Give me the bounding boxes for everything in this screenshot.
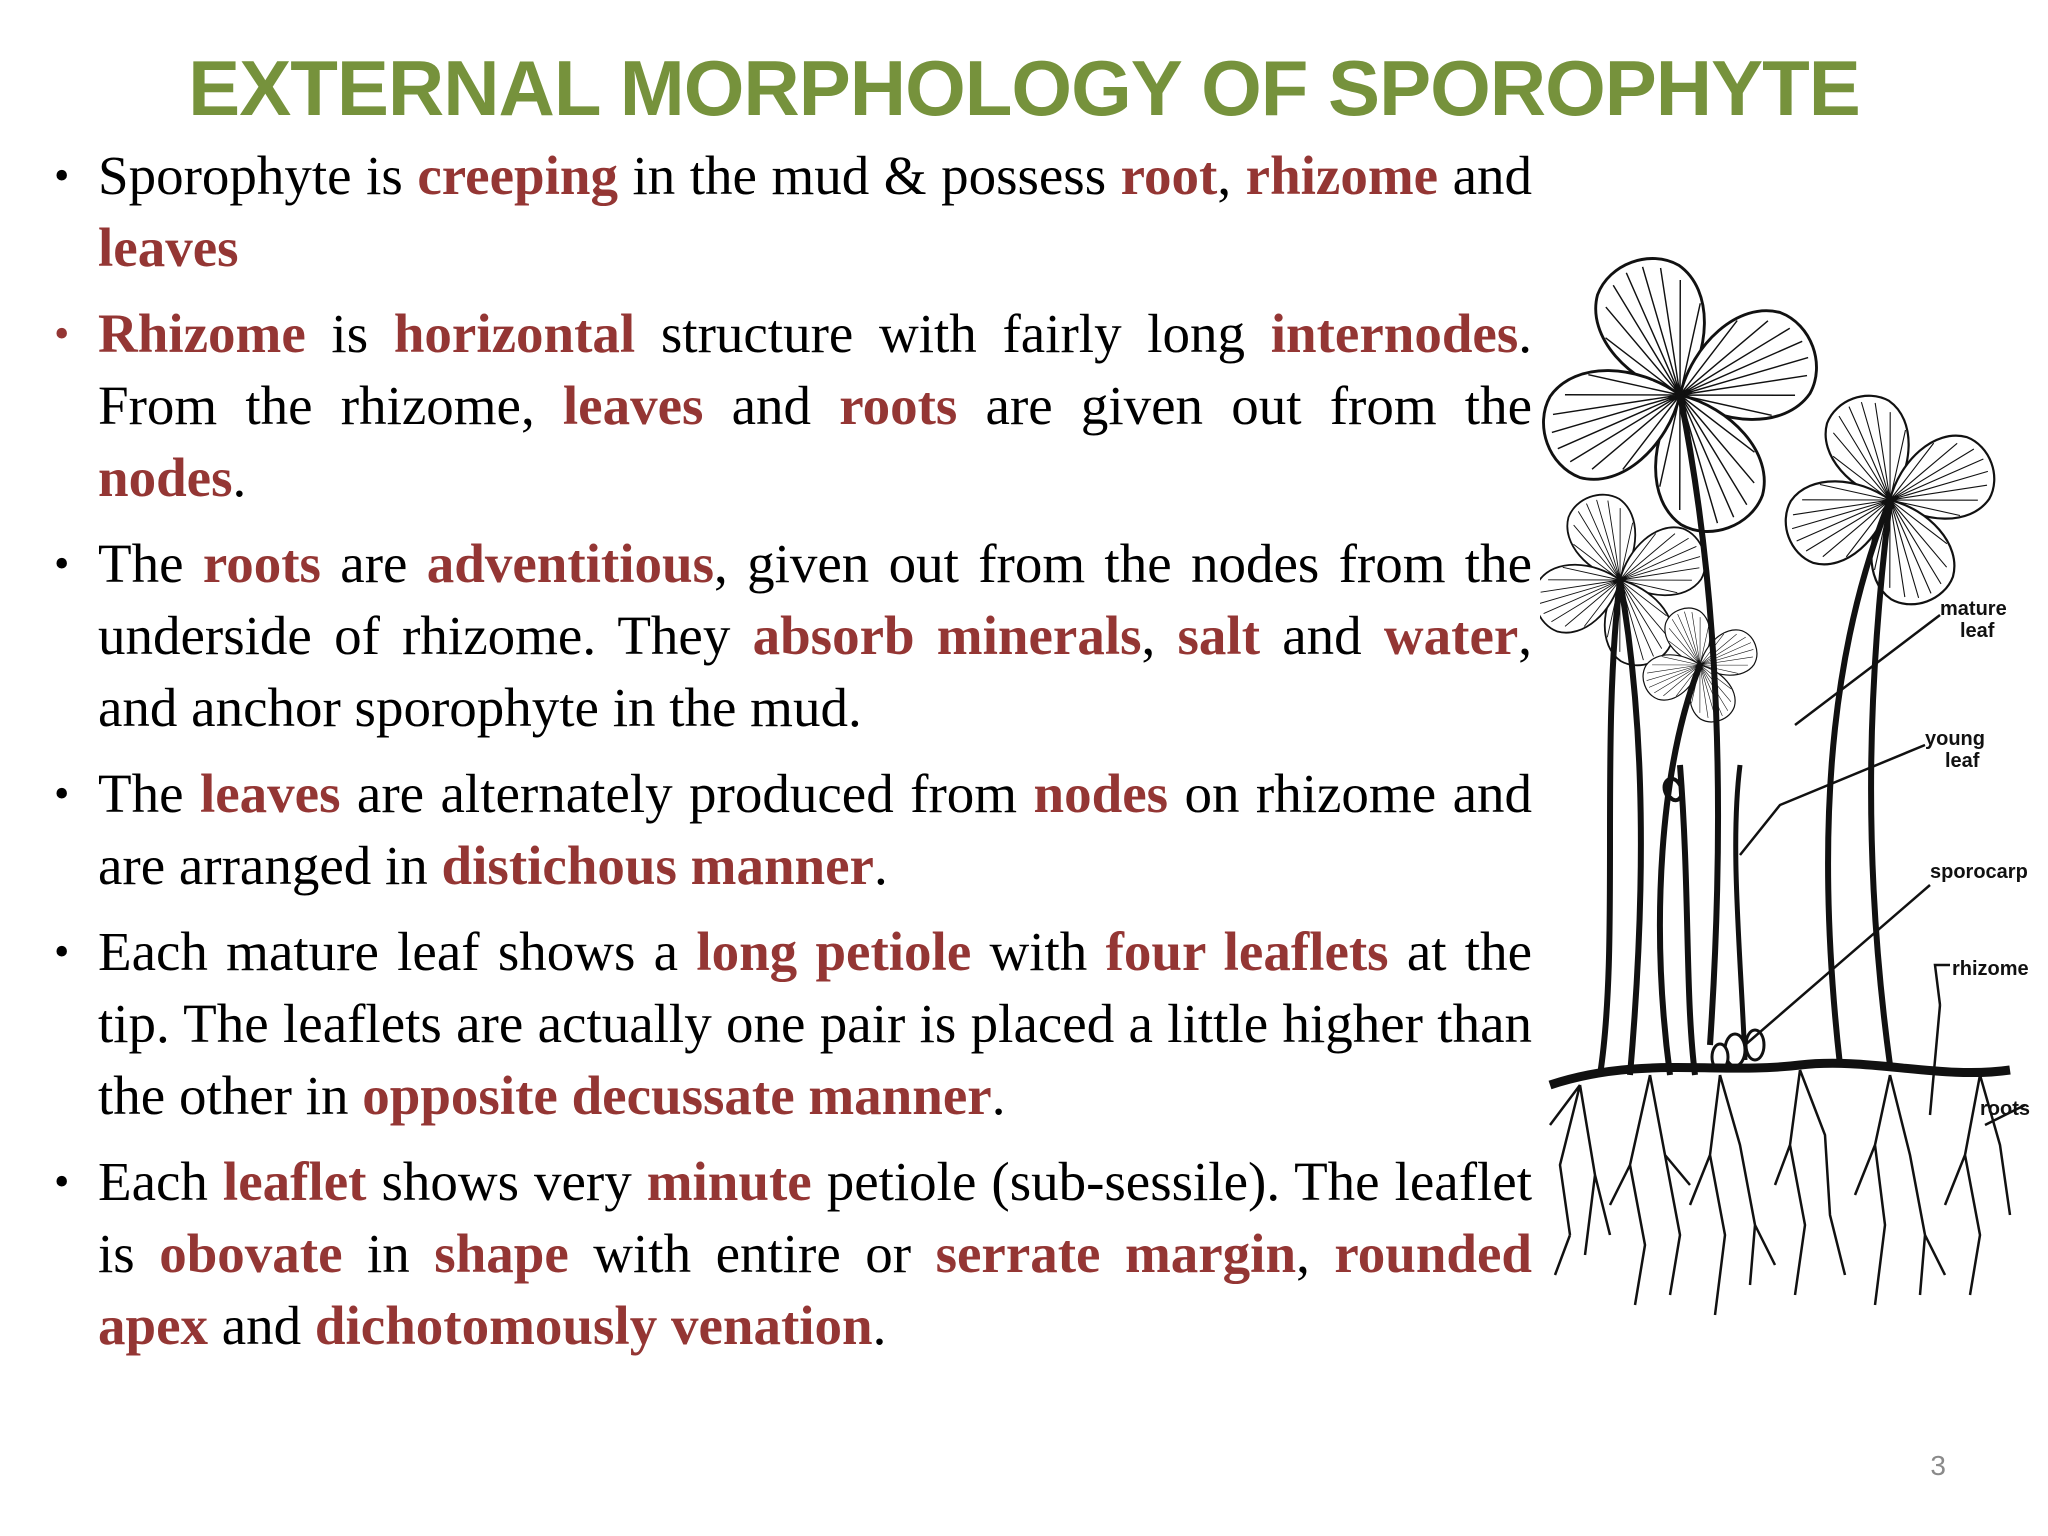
page-number: 3 (1930, 1450, 1946, 1481)
text-segment: Each (98, 1151, 223, 1212)
text-segment: are (320, 533, 427, 594)
text-segment: , (1217, 145, 1246, 206)
text-segment: and (208, 1295, 315, 1356)
highlighted-term: rounded apex (98, 1223, 1532, 1356)
bullet-dot: • (54, 309, 70, 358)
highlighted-term: leaves (98, 217, 239, 278)
bullet-dot: • (54, 769, 70, 818)
text-segment: structure with fairly long (635, 303, 1271, 364)
highlighted-term: leaflet (222, 1151, 367, 1212)
bullet-item (52, 758, 1532, 902)
label-roots: roots (1980, 1098, 2030, 1120)
bullet-dot: • (54, 539, 70, 588)
text-segment: with (971, 921, 1106, 982)
text-segment: is (305, 303, 394, 364)
highlighted-term: horizontal (393, 303, 636, 364)
label-mature-leaf-line2: leaf (1960, 620, 1995, 642)
highlighted-term: roots (839, 375, 958, 436)
highlighted-term: internodes (1270, 303, 1519, 364)
text-segment: on rhizome and are arranged in (98, 763, 1532, 896)
text-segment: . (873, 835, 888, 896)
text-segment: The (98, 763, 200, 824)
label-sporocarp: sporocarp (1930, 861, 2028, 883)
highlighted-term: root (1120, 145, 1218, 206)
label-rhizome: rhizome (1952, 958, 2029, 980)
text-segment: . (872, 1295, 887, 1356)
text-segment: with entire or (568, 1223, 936, 1284)
bullet-dot: • (54, 927, 70, 976)
bullet-item (52, 1146, 1532, 1362)
bullet-dot: • (54, 1157, 70, 1206)
highlighted-term: nodes (98, 447, 233, 508)
highlighted-term: adventitious (426, 533, 715, 594)
text-segment: , and anchor sporophyte in the mud. (98, 605, 1533, 738)
text-segment: in the mud & possess (617, 145, 1121, 206)
highlighted-term: leaves (562, 375, 704, 436)
text-segment: at the tip. The leaflets are actually one pair is placed a little higher than the other in (98, 921, 1532, 1126)
bullet-item (52, 528, 1532, 744)
highlighted-term: opposite decussate manner (362, 1065, 992, 1126)
text-segment: and (1260, 605, 1384, 666)
text-segment: shows very (366, 1151, 647, 1212)
text-segment: are alternately produced from (340, 763, 1034, 824)
text-segment: , (1296, 1223, 1335, 1284)
highlighted-term: obovate (159, 1223, 343, 1284)
highlighted-term: leaves (199, 763, 341, 824)
highlighted-term: shape (434, 1223, 569, 1284)
text-segment: , given out from the nodes from the underside of rhizome. They (98, 533, 1532, 666)
text-segment: . (232, 447, 247, 508)
highlighted-term: nodes (1033, 763, 1169, 824)
bullet-list (52, 140, 1532, 1376)
slide-title: EXTERNAL MORPHOLOGY OF SPOROPHYTE (188, 44, 1860, 132)
marsilea-sporophyte-figure (1540, 245, 2040, 1355)
highlighted-term: long petiole (696, 921, 972, 982)
text-segment: in (342, 1223, 435, 1284)
label-mature-leaf-line1: mature (1940, 598, 2007, 620)
highlighted-term: serrate margin (935, 1223, 1297, 1284)
text-segment: and (1438, 145, 1533, 206)
text-segment: . (991, 1065, 1006, 1126)
text-segment: Each mature leaf shows a (98, 921, 697, 982)
rhizome-icon (1550, 1063, 2010, 1085)
text-segment: . From the rhizome, (98, 303, 1532, 436)
highlighted-term: salt (1177, 605, 1261, 666)
text-segment: are given out from the (957, 375, 1532, 436)
bullet-item (52, 916, 1532, 1132)
label-young-leaf-line2: leaf (1945, 750, 1980, 772)
text-segment: and (703, 375, 840, 436)
highlighted-term: distichous manner (441, 835, 874, 896)
highlighted-term: rhizome (1245, 145, 1439, 206)
label-young-leaf-line1: young (1925, 728, 1985, 750)
highlighted-term: absorb minerals (752, 605, 1142, 666)
text-segment: Sporophyte is (98, 145, 418, 206)
roots-icon (1550, 1070, 2010, 1315)
highlighted-term: four leaflets (1105, 921, 1389, 982)
highlighted-term: roots (202, 533, 321, 594)
highlighted-term: creeping (417, 145, 618, 206)
highlighted-term: Rhizome (98, 303, 306, 364)
bullet-dot: • (54, 151, 70, 200)
text-segment: The (98, 533, 203, 594)
highlighted-term: minute (646, 1151, 812, 1212)
text-segment: petiole (sub-sessile). The leaflet is (98, 1151, 1532, 1284)
highlighted-term: dichotomously venation (314, 1295, 873, 1356)
highlighted-term: water (1383, 605, 1519, 666)
bullet-item (52, 298, 1532, 514)
text-segment: , (1141, 605, 1178, 666)
bullet-item (52, 140, 1532, 284)
